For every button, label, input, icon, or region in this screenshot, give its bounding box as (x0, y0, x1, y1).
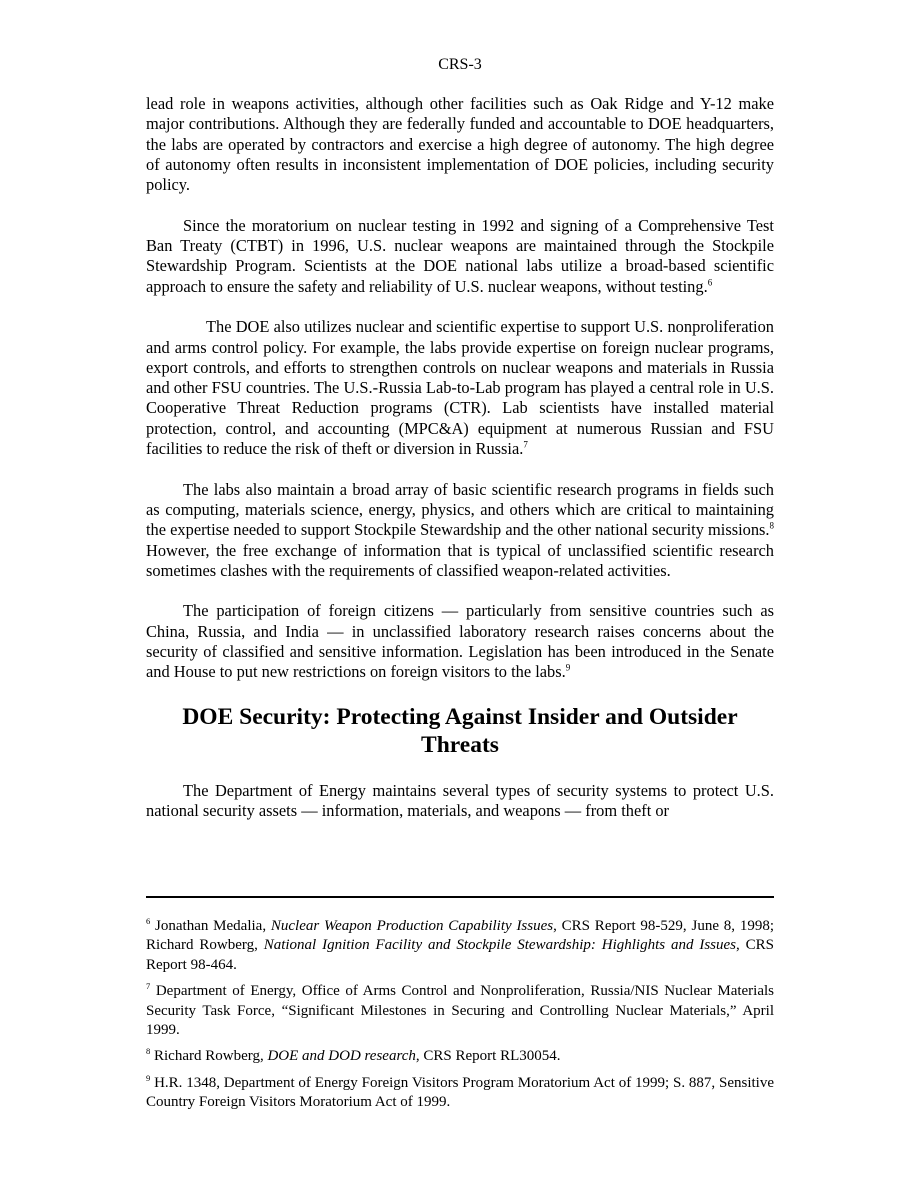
paragraph-stockpile: Since the moratorium on nuclear testing in 1992 and signing of a Comprehensive Test Ban Treaty (CTBT) in 1996, U.S. nuclear weapons are maintained through the Stockpile Stewardship Program. Scientists at the DOE national labs utilize a broad-based scientific approach to ensure the safety and reliability of U.S. nuclear weapons, without testing.$^6$ (146, 215, 774, 296)
footnote-ref-6[interactable]: 6 (707, 277, 713, 288)
section-heading: DOE Security: Protecting Against Insider and Outsider Threats (182, 703, 738, 758)
footnote-divider (146, 896, 774, 898)
paragraph-foreign-citizens: The participation of foreign citizens — particularly from sensitive countries such as China, Russia, and India — in unclassified laboratory research raises concerns about the security of classified and sensitive information. Legislation has been introduced in the Senate and House to put new restrictions on foreign visitors to the labs.$^9$ (146, 601, 774, 682)
footnote-ref-9[interactable]: 9 (565, 662, 571, 673)
paragraph-security-systems: The Department of Energy maintains several types of security systems to protect U.S. national security assets — information, materials, and weapons — from theft or (146, 780, 774, 821)
footnotes (146, 917, 774, 1120)
paragraph-nonproliferation: The DOE also utilizes nuclear and scientific expertise to support U.S. nonproliferation and arms control policy. For example, the labs provide expertise on foreign nuclear programs, export controls, and efforts to strengthen controls on nuclear weapons and materials in Russia and other FSU countries. The U.S.-Russia Lab-to-Lab program has played a central role in U.S. Cooperative Threat Reduction programs (CTR). Lab scientists have installed material protection, control, and accounting (MPC&A) equipment at numerous Russian and FSU facilities to reduce the risk of theft or diversion in Russia.$^7$ (146, 317, 774, 459)
footnote-8: $^8$ Richard Rowberg, DOE and DOD research, CRS Report RL30054. (146, 1046, 561, 1065)
footnote-ref-8[interactable]: 8 (769, 520, 774, 531)
footnote-7: $^7$ Department of Energy, Office of Arms Control and Nonproliferation, Russia/NIS Nuclear Materials Security Task Force, “Significant Milestones in Securing and Controlling Nuclear Materials,” April 1999. (146, 981, 774, 1039)
page-header: CRS-3 (438, 56, 482, 73)
footnote-9: $^9$ H.R. 1348, Department of Energy Foreign Visitors Program Moratorium Act of 1999; S. 887, Sensitive Country Foreign Visitors Moratorium Act of 1999. (146, 1072, 774, 1111)
body-text (146, 94, 774, 842)
paragraph-research: The labs also maintain a broad array of basic scientific research programs in fields such as computing, materials science, energy, physics, and others which are critical to maintaining the expertise needed to support Stockpile Stewardship and the other national security missions.$^8$ However, the free exchange of information that is typical of unclassified scientific research sometimes clashes with the requirements of classified weapon-related activities. (146, 479, 774, 580)
footnote-6: $^6$ Jonathan Medalia, Nuclear Weapon Production Capability Issues, CRS Report 98-529, June 8, 1998; Richard Rowberg, National Ignition Facility and Stockpile Stewardship: Highlights and Issues, CRS Report 98-464. (146, 916, 774, 973)
footnote-ref-7[interactable]: 7 (523, 439, 528, 450)
paragraph-continuation: lead role in weapons activities, although other facilities such as Oak Ridge and Y-12 make major contributions. Although they are federally funded and accountable to DOE headquarters, the labs are operated by contractors and exercise a high degree of autonomy. The high degree of autonomy often results in inconsistent implementation of DOE policies, including security policy. (146, 94, 774, 195)
